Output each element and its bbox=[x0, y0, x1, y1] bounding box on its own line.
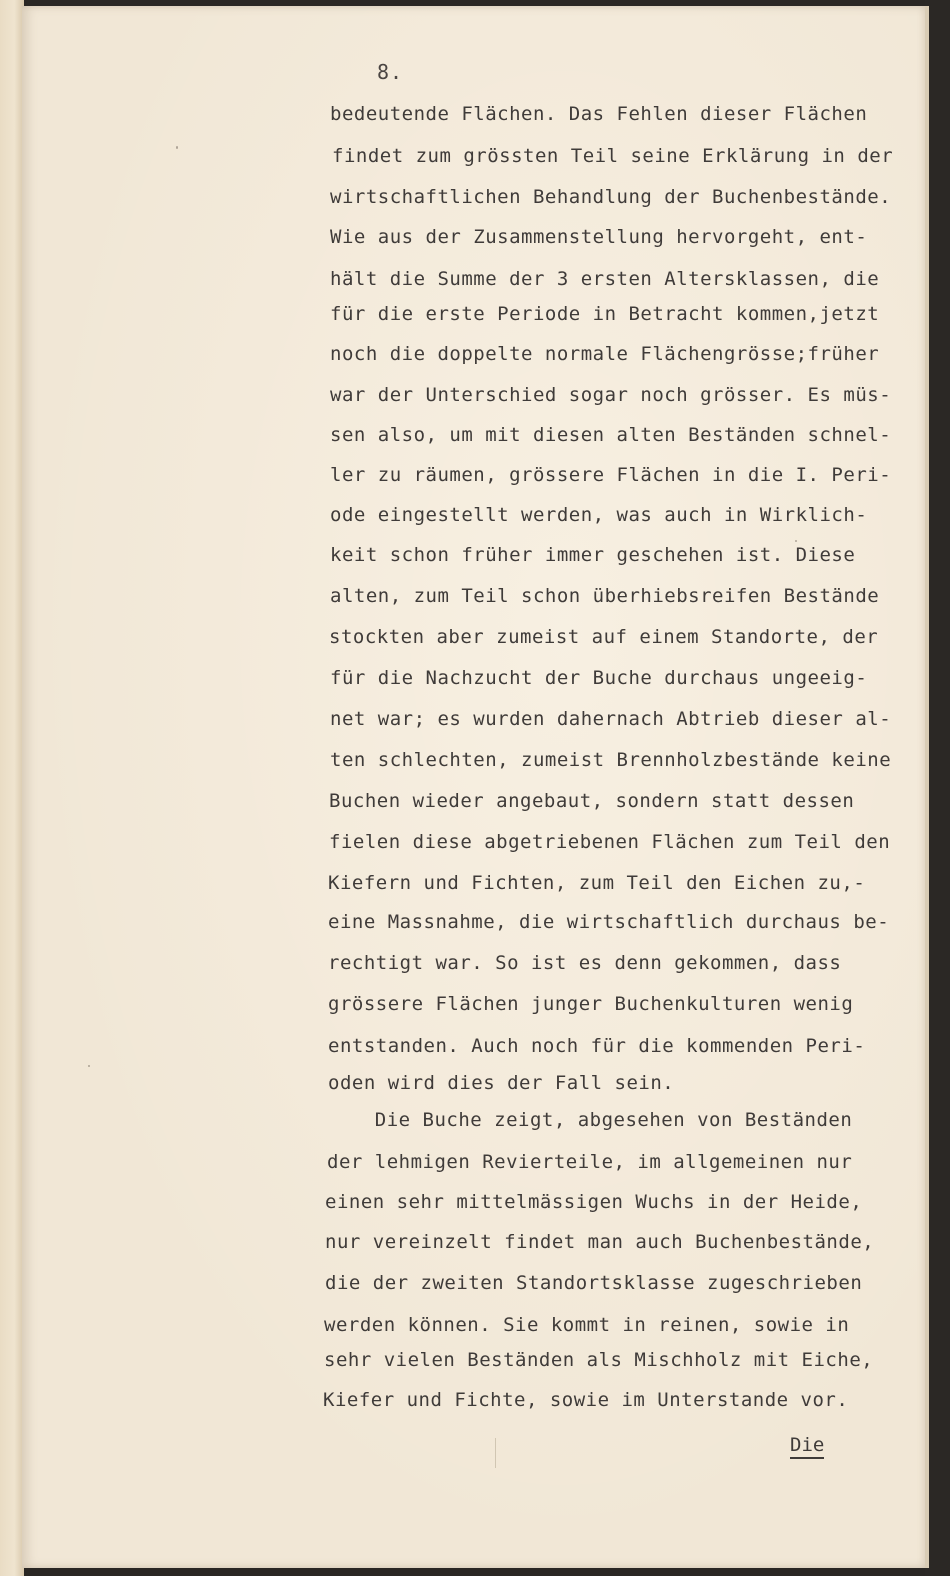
text-line: keit schon früher immer geschehen ist. Diese bbox=[330, 544, 856, 566]
text-line: ler zu räumen, grössere Flächen in die I. Peri- bbox=[330, 464, 892, 486]
text-line: die der zweiten Standortsklasse zugeschrieben bbox=[325, 1272, 863, 1294]
text-line: sen also, um mit diesen alten Beständen schnel- bbox=[330, 424, 892, 446]
right-page-edge bbox=[925, 0, 950, 1576]
text-line: Kiefern und Fichten, zum Teil den Eichen zu,- bbox=[328, 872, 866, 894]
paper-speck bbox=[795, 540, 797, 542]
text-line: alten, zum Teil schon überhiebsreifen Bestände bbox=[330, 585, 880, 607]
text-line: findet zum grössten Teil seine Erklärung in der bbox=[332, 145, 894, 167]
text-line: nur vereinzelt findet man auch Buchenbestände, bbox=[325, 1231, 875, 1253]
text-line: stockten aber zumeist auf einem Standorte, der bbox=[329, 626, 879, 648]
text-line: Buchen wieder angebaut, sondern statt dessen bbox=[329, 790, 855, 812]
text-line: grössere Flächen junger Buchenkulturen wenig bbox=[328, 993, 854, 1015]
text-line: sehr vielen Beständen als Mischholz mit Eiche, bbox=[324, 1349, 874, 1371]
text-line: noch die doppelte normale Flächengrösse;früher bbox=[330, 343, 880, 365]
text-line: werden können. Sie kommt in reinen, sowie in bbox=[324, 1314, 850, 1336]
text-line: Kiefer und Fichte, sowie im Unterstande vor. bbox=[323, 1389, 849, 1411]
text-line: Die Buche zeigt, abgesehen von Beständen bbox=[327, 1109, 853, 1131]
text-line: für die Nachzucht der Buche durchaus ungeeig- bbox=[330, 667, 868, 689]
text-line: fielen diese abgetriebenen Flächen zum Teil den bbox=[329, 831, 891, 853]
left-page-edge bbox=[0, 0, 24, 1576]
text-line: ode eingestellt werden, was auch in Wirklich- bbox=[330, 504, 868, 526]
text-line: wirtschaftlichen Behandlung der Buchenbestände. bbox=[330, 186, 892, 208]
page-number: 8. bbox=[377, 60, 404, 84]
paper-speck bbox=[176, 146, 178, 149]
paper-speck bbox=[88, 1065, 90, 1067]
text-line: ten schlechten, zumeist Brennholzbestände keine bbox=[330, 749, 892, 771]
paper-mark bbox=[495, 1438, 496, 1468]
text-line: für die erste Periode in Betracht kommen,jetzt bbox=[330, 303, 880, 325]
text-line: war der Unterschied sogar noch grösser. Es müs- bbox=[330, 384, 892, 406]
text-line: hält die Summe der 3 ersten Altersklassen, die bbox=[330, 268, 880, 290]
text-line: oden wird dies der Fall sein. bbox=[328, 1072, 675, 1094]
text-line: eine Massnahme, die wirtschaftlich durchaus be- bbox=[328, 911, 890, 933]
text-line: bedeutende Flächen. Das Fehlen dieser Flächen bbox=[330, 103, 868, 125]
text-line: einen sehr mittelmässigen Wuchs in der Heide, bbox=[325, 1191, 863, 1213]
text-line: rechtigt war. So ist es denn gekommen, dass bbox=[328, 952, 842, 974]
text-line: entstanden. Auch noch für die kommenden Peri- bbox=[328, 1035, 866, 1057]
text-line: net war; es wurden dahernach Abtrieb dieser al- bbox=[330, 708, 892, 730]
text-line: der lehmigen Revierteile, im allgemeinen nur bbox=[327, 1151, 853, 1173]
catchword: Die bbox=[790, 1434, 824, 1459]
text-line: Wie aus der Zusammenstellung hervorgeht, ent- bbox=[330, 226, 868, 248]
